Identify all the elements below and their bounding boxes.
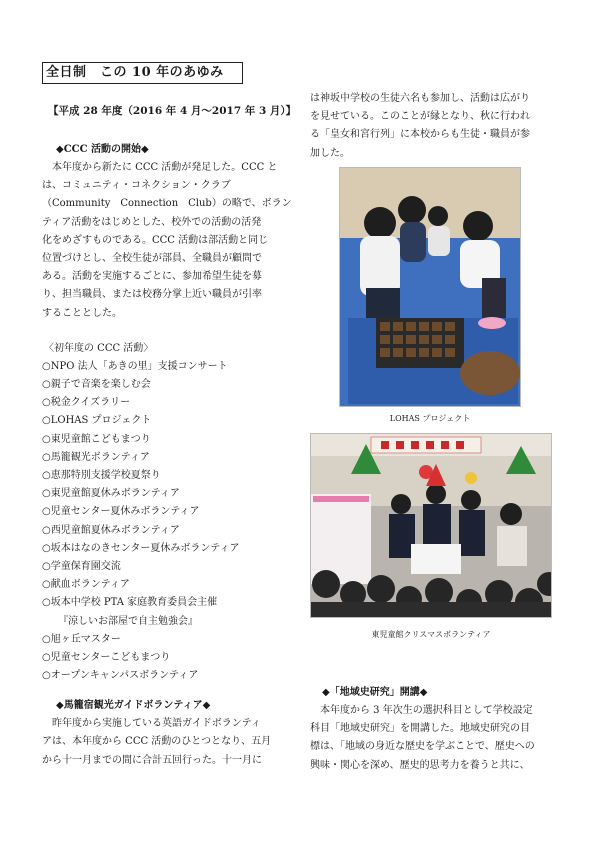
list-item: ○東児童館夏休みボランティア — [42, 488, 180, 500]
list-item: ○税金クイズラリー — [42, 397, 131, 409]
text-line: ティア活動をはじめとした、校外での活動の活発 — [42, 216, 262, 228]
list-item: ○西児童館夏休みボランティア — [42, 524, 180, 536]
list-item: 『涼しいお部屋で自主勉強会』 — [58, 615, 198, 627]
list-item: ○献血ボランティア — [42, 579, 130, 591]
list-item: ○東児童館こどもまつり — [42, 433, 151, 445]
list-item: ○恵那特別支援学校夏祭り — [42, 470, 161, 481]
text-line: 科目「地域史研究」を開講した。地域史研究の目 — [310, 723, 530, 735]
text-line: る「皇女和宮行列」に本校からも生徒・職員が参 — [310, 129, 530, 141]
list-item: ○LOHAS プロジェクト — [42, 415, 152, 427]
text-line: を見せている。このことが縁となり、秋に行われ — [310, 111, 530, 123]
list-item: ○親子で音楽を楽しむ会 — [42, 379, 151, 391]
text-line: 興味・関心を深め、歴史的思考力を養うと共に、 — [310, 759, 530, 771]
magome-heading: ◆馬籠宿観光ガイドボランティア◆ — [56, 700, 211, 712]
text-line: は神坂中学校の生徒六名も参加し、活動は広がり — [310, 93, 530, 104]
text-line: り、担当職員、または校務分掌上近い職員が引率 — [42, 289, 262, 301]
magome-paragraph-continued — [310, 90, 560, 163]
ccc-paragraph — [42, 159, 292, 323]
list-item: ○学童保育園交流 — [42, 560, 121, 572]
text-line: 化をめざすものである。CCC 活動は部活動と同じ — [42, 234, 269, 246]
list-item: ○オープンキャンパスボランティア — [42, 670, 199, 682]
text-line: は、コミュニティ・コネクション・クラブ — [42, 180, 231, 192]
text-line: アは、本年度から CCC 活動のひとつとなり、五月 — [42, 736, 272, 748]
photo-caption-lohas: LOHAS プロジェクト — [389, 414, 471, 423]
text-line: から十一月までの間に合計五回行った。十一月に — [42, 754, 262, 766]
text-line: （Community Connection Club）の略で、ボラン — [42, 198, 292, 210]
list-item: ○坂本はなのきセンター夏休みボランティア — [42, 542, 240, 554]
activities-title: 〈初年度の CCC 活動〉 — [44, 342, 154, 354]
text-line: することとした。 — [42, 307, 122, 319]
local-history-heading: ◆「地域史研究」開講◆ — [322, 687, 428, 698]
activities-list — [42, 358, 292, 685]
list-item: ○坂本中学校 PTA 家庭教育委員会主催 — [42, 597, 218, 609]
list-item: ○児童センター夏休みボランティア — [42, 506, 200, 518]
right-column — [310, 90, 560, 163]
text-line: 加した。 — [310, 147, 350, 159]
list-item: ○NPO 法人「あきの里」支援コンサート — [42, 360, 228, 372]
local-history-paragraph — [310, 702, 560, 775]
christmas-volunteer-photo — [310, 433, 552, 618]
text-line: 位置づけとし、全校生徒が部員、全職員が顧問で — [42, 252, 262, 264]
ccc-heading: ◆CCC 活動の開始◆ — [56, 144, 149, 155]
lohas-project-photo — [339, 167, 521, 407]
list-item: ○児童センターこどもまつり — [42, 651, 171, 663]
year-heading: 【平成 28 年度（2016 年 4 月～2017 年 3 月）】 — [48, 105, 297, 117]
left-column — [42, 104, 297, 770]
text-line: ある。活動を実施するごとに、参加希望生徒を募 — [42, 271, 262, 283]
magome-paragraph — [42, 715, 292, 770]
list-item: ○旭ヶ丘マスター — [42, 633, 121, 645]
text-line: 標は、「地域の身近な歴史を学ぶことで、歴史への — [310, 741, 535, 753]
text-line: 昨年度から実施している英語ガイドボランティ — [42, 718, 261, 730]
list-item: ○馬籠観光ボランティア — [42, 451, 150, 463]
text-line: 本年度から新たに CCC 活動が発足した。CCC と — [42, 162, 278, 173]
page-title: 全日制 この 10 年のあゆみ — [42, 62, 243, 84]
photo-caption-christmas: 東児童館クリスマスボランティア — [371, 630, 491, 639]
local-history-section — [310, 686, 560, 775]
text-line: 本年度から 3 年次生の選択科目として学校設定 — [310, 705, 533, 716]
